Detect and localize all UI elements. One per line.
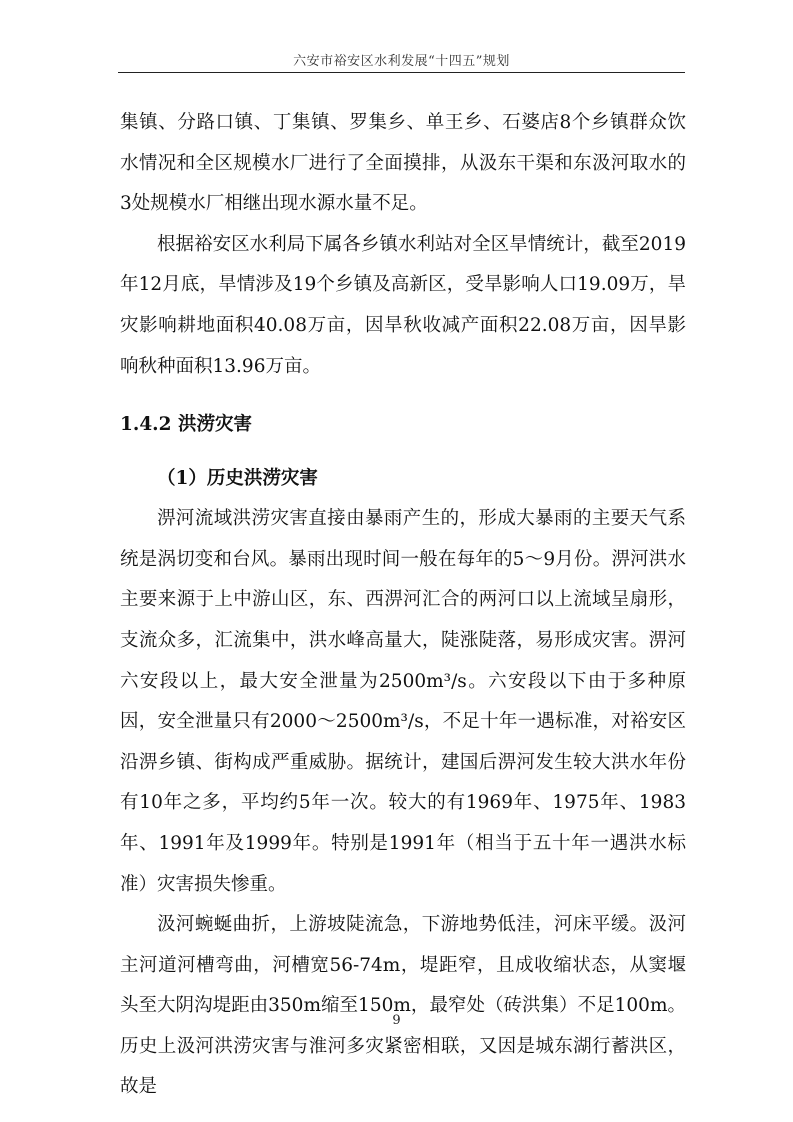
running-header: 六安市裕安区水利发展“十四五”规划 <box>293 54 510 69</box>
paragraph-ji-river-floods: 汲河蜿蜒曲折，上游坡陡流急，下游地势低洼，河床平缓。汲河主河道河槽弯曲，河槽宽56-74m，堤距窄，且成收缩状态，从窦堰头至大阴沟堤距由350m缩至150m，最窄处（砖洪集）不足100m。历史上汲河洪涝灾害与淮河多灾紧密相联，又因是城东湖行蓄洪区，故是 <box>120 914 686 1098</box>
paragraph-pi-river-floods: 淠河流域洪涝灾害直接由暴雨产生的，形成大暴雨的主要天气系统是涡切变和台风。暴雨出现时间一般在每年的5～9月份。淠河洪水主要来源于上中游山区，东、西淠河汇合的两河口以上流域呈扇形，支流众多，汇流集中，洪水峰高量大，陡涨陡落，易形成灾害。淠河六安段以上，最大安全泄量为2500m³/s。六安段以下由于多种原因，安全泄量只有2000～2500m³/s，不足十年一遇标准，对裕安区沿淠乡镇、街构成严重威胁。据统计，建国后淠河发生较大洪水年份有10年之多，平均约5年一次。较大的有1969年、1975年、1983年、1991年及1999年。特别是1991年（相当于五十年一遇洪水标准）灾害损失惨重。 <box>120 508 686 895</box>
subsection-heading: （1）历史洪涝灾害 <box>157 468 318 490</box>
paragraph-drought-statistics: 根据裕安区水利局下属各乡镇水利站对全区旱情统计，截至2019年12月底，旱情涉及19个乡镇及高新区，受旱影响人口19.09万，旱灾影响耕地面积40.08万亩，因旱秋收减产面积22.08万亩，因旱影响秋种面积13.96万亩。 <box>120 233 686 377</box>
paragraph-continued: 集镇、分路口镇、丁集镇、罗集乡、单王乡、石婆店8个乡镇群众饮水情况和全区规模水厂进行了全面摸排，从汲东干渠和东汲河取水的3处规模水厂相继出现水源水量不足。 <box>120 112 686 215</box>
page-body <box>120 103 686 1108</box>
header-divider <box>118 72 685 73</box>
page-number: 9 <box>392 1013 401 1028</box>
section-heading: 1.4.2 洪涝灾害 <box>120 414 252 436</box>
